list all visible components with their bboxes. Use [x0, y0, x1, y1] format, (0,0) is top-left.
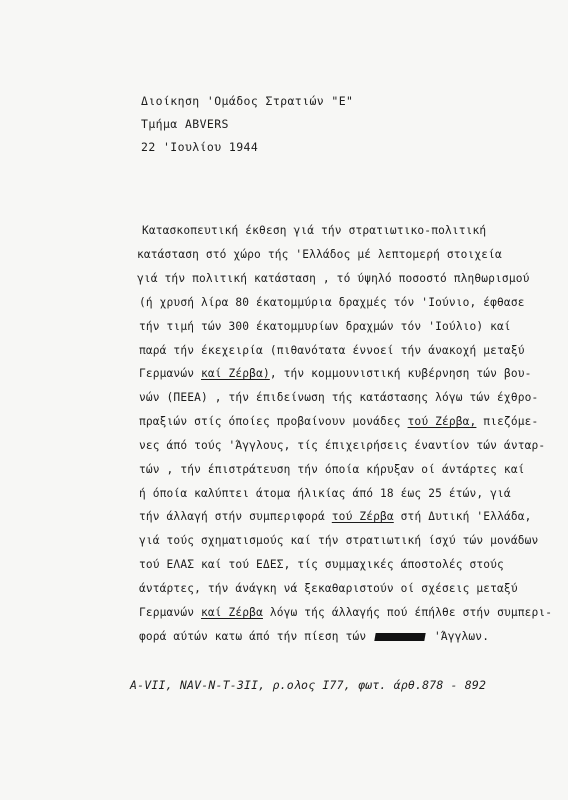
body-line-7 — [139, 367, 532, 380]
text-span: τήν άλλαγή στήν συμπεριφορά — [139, 510, 332, 523]
text-span: , τήν κομμουνιστική κυβέρνηση τών βου- — [269, 367, 532, 380]
body-line-12: ή όποία καλύπτει άτομα ήλικίας άπό 18 έως 25 έτών, γιά — [139, 487, 511, 500]
body-line-16: άντάρτες, τήν άνάγκη νά ξεκαθαριστούν οί σχέσεις μεταξύ — [139, 582, 518, 595]
body-line-4: (ή χρυσή λίρα 80 έκατομμύρια δραχμές τόν 'Ιούνιο, έφθασε — [139, 296, 525, 309]
body-line-14: γιά τούς σχηματισμούς καί τήν στρατιωτική ίσχύ τών μονάδων — [139, 534, 539, 547]
redaction-mark — [374, 633, 425, 641]
header-date: 22 'Ιουλίου 1944 — [141, 140, 259, 154]
body-line-11: τών , τήν έπιστράτευση τήν όποία κήρυξαν οί άντάρτες καί — [139, 463, 525, 476]
underlined-text: τού Ζέρβα, — [407, 415, 477, 428]
body-line-13 — [139, 510, 532, 523]
text-span: πιεζόμε- — [476, 415, 539, 428]
body-line-6: παρά τήν έκεχειρία (πιθανότατα έννοεί τήν άνακοχή μεταξύ — [139, 344, 525, 357]
body-line-1: Κατασκοπευτική έκθεση γιά τήν στρατιωτικο-πολιτική — [142, 224, 487, 237]
text-span: φορά αύτών κατω άπό τήν πίεση τών — [139, 630, 374, 643]
underlined-text: τού Ζέρβα — [331, 510, 394, 523]
text-span: στή Δυτική 'Ελλάδα, — [393, 510, 532, 523]
text-span: Γερμανών — [139, 367, 201, 380]
body-line-15: τού ΕΛΑΣ καί τού ΕΔΕΣ, τίς συμμαχικές άποστολές στούς — [139, 558, 504, 571]
body-line-18 — [139, 630, 489, 643]
archive-reference: A-VII, NAV-N-T-3II, ρ.ολος I77, φωτ. άρθ.878 - 892 — [130, 678, 487, 692]
text-span: λόγω τής άλλαγής πού έπήλθε στήν συμπερι- — [262, 606, 553, 619]
text-span: 'Άγγλων. — [427, 630, 490, 643]
body-line-8: νών (ΠΕΕΑ) , τήν έπιδείνωση τής κατάστασης λόγω τών έχθρο- — [139, 391, 539, 404]
underlined-text: καί Ζέρβα) — [200, 367, 270, 380]
body-line-10: νες άπό τούς 'Άγγλους, τίς έπιχειρήσεις έναντίον τών άνταρ- — [139, 439, 546, 452]
body-line-9 — [139, 415, 538, 428]
body-line-3: γιά τήν πολιτική κατάσταση , τό ύψηλό ποσοστό πληθωρισμού — [137, 272, 530, 285]
body-line-5: τήν τιμή τών 300 έκατομμυρίων δραχμών τόν 'Ιούλιο) καί — [139, 320, 511, 333]
body-line-17 — [139, 606, 552, 619]
body-line-2: κατάσταση στό χώρο τής 'Ελλάδος μέ λεπτομερή στοιχεία — [137, 248, 502, 261]
header-command: Διοίκηση 'Ομάδος Στρατιών "Ε" — [141, 94, 354, 108]
underlined-text: καί Ζέρβα — [200, 606, 263, 619]
header-department: Τμήμα ABVERS — [141, 117, 229, 131]
text-span: Γερμανών — [139, 606, 201, 619]
text-span: πραξιών στίς όποίες προβαίνουν μονάδες — [139, 415, 408, 428]
